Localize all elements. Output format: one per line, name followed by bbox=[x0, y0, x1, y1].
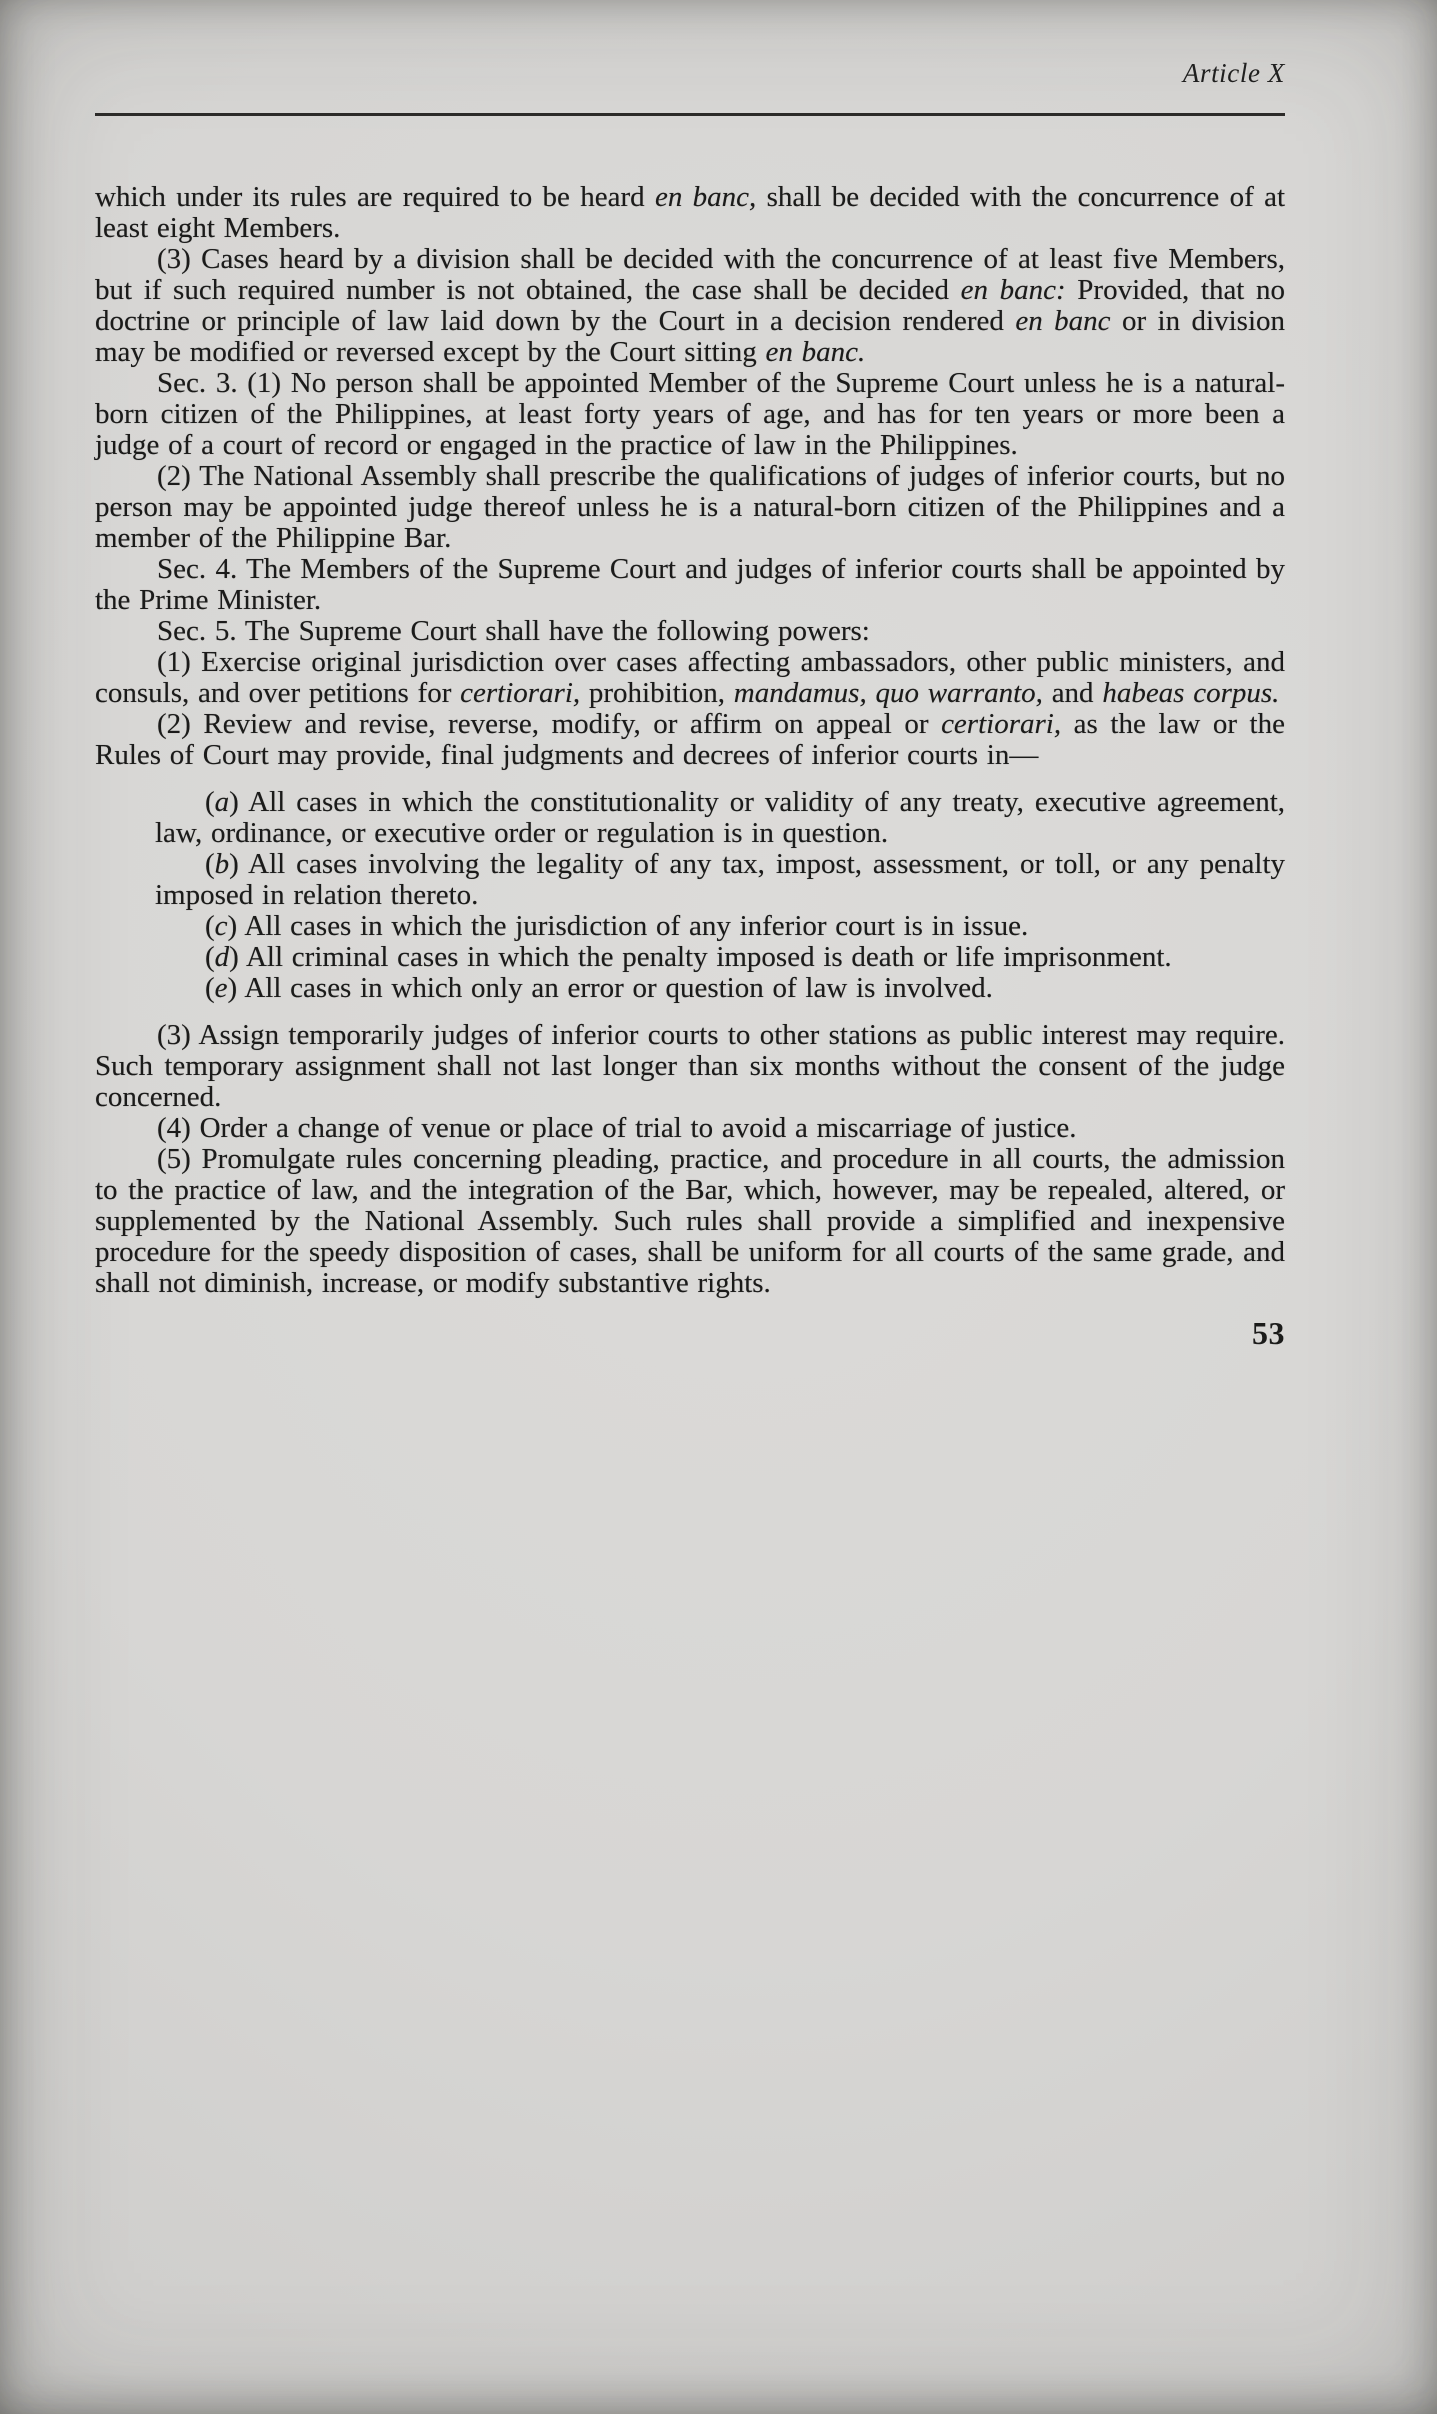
body-text bbox=[95, 182, 1285, 1299]
italic-text: en banc. bbox=[765, 336, 866, 368]
italic-text: en banc bbox=[1015, 305, 1111, 337]
text: Sec. 5. The Supreme Court shall have the following powers: bbox=[157, 615, 870, 647]
text: or in division may be modified or reversed except by the Court sitting bbox=[95, 305, 1285, 368]
italic-text: habeas corpus. bbox=[1102, 677, 1280, 709]
text: shall be decided with the concurrence of at least eight Members. bbox=[95, 181, 1285, 244]
text: ) All cases in which only an error or question of law is involved. bbox=[227, 972, 993, 1004]
paragraph bbox=[95, 709, 1285, 771]
text: (4) Order a change of venue or place of trial to avoid a miscarriage of justice. bbox=[157, 1112, 1077, 1144]
text: ( bbox=[205, 848, 215, 880]
paragraph bbox=[95, 461, 1285, 554]
header-rule bbox=[95, 113, 1285, 116]
paragraph bbox=[155, 911, 1285, 942]
paragraph bbox=[95, 1113, 1285, 1144]
paragraph bbox=[95, 616, 1285, 647]
italic-text: mandamus, quo warranto, bbox=[733, 677, 1043, 709]
paragraph bbox=[95, 554, 1285, 616]
paragraph bbox=[95, 647, 1285, 709]
text: (3) Cases heard by a division shall be decided with the concurrence of at least five Members, but if such required number is not obtained, the case shall be decided bbox=[95, 243, 1285, 306]
text: ) All cases involving the legality of any tax, impost, assessment, or toll, or any penalty imposed in relation thereto. bbox=[155, 848, 1285, 911]
paragraph bbox=[155, 942, 1285, 973]
text: ( bbox=[205, 786, 215, 818]
text: (2) The National Assembly shall prescribe the qualifications of judges of inferior courts, but no person may be appointed judge thereof unless he is a natural-born citizen of the Philippines and a member of the Philippine Bar. bbox=[95, 460, 1285, 554]
text: (3) Assign temporarily judges of inferior courts to other stations as public interest may require. Such temporary assignment shall not last longer than six months without the consent of the judge concerned. bbox=[95, 1019, 1285, 1113]
italic-text: b bbox=[214, 848, 230, 880]
text: (5) Promulgate rules concerning pleading, practice, and procedure in all courts, the admission to the practice of law, and the integration of the Bar, which, however, may be repealed, altered, or supplemented by the National Assembly. Such rules shall provide a simplified and inexpensive procedure for the speedy disposition of cases, shall be uniform for all courts of the same grade, and shall not diminish, increase, or modify substantive rights. bbox=[95, 1143, 1285, 1299]
italic-text: e bbox=[214, 972, 228, 1004]
italic-text: a bbox=[214, 786, 230, 818]
paragraph bbox=[155, 849, 1285, 911]
paragraph bbox=[95, 1020, 1285, 1113]
text: prohibition, bbox=[580, 677, 734, 709]
running-header: Article X bbox=[1182, 58, 1285, 88]
paragraph bbox=[95, 244, 1285, 368]
italic-text: en banc: bbox=[960, 274, 1066, 306]
paragraph bbox=[95, 368, 1285, 461]
italic-text: en banc, bbox=[654, 181, 757, 213]
text: ( bbox=[205, 941, 215, 973]
paragraph bbox=[95, 182, 1285, 244]
paragraph bbox=[95, 1144, 1285, 1299]
page-number: 53 bbox=[1252, 1315, 1285, 1351]
italic-text: c bbox=[214, 910, 228, 942]
paragraph bbox=[155, 787, 1285, 849]
paragraph bbox=[155, 973, 1285, 1004]
text: Provided, that no doctrine or principle of law laid down by the Court in a decision rendered bbox=[95, 274, 1286, 337]
text: ) All criminal cases in which the penalty imposed is death or life imprisonment. bbox=[229, 941, 1172, 973]
italic-text: d bbox=[214, 941, 230, 973]
text: ( bbox=[205, 972, 215, 1004]
text: (1) Exercise original jurisdiction over cases affecting ambassadors, other public ministers, and consuls, and over petitions for bbox=[95, 646, 1285, 709]
text: ( bbox=[205, 910, 215, 942]
text: Sec. 4. The Members of the Supreme Court and judges of inferior courts shall be appointed by the Prime Minister. bbox=[95, 553, 1285, 616]
text: which under its rules are required to be heard bbox=[95, 181, 655, 213]
text: as the law or the Rules of Court may provide, final judgments and decrees of inferior courts in— bbox=[95, 708, 1285, 771]
italic-text: certiorari, bbox=[941, 708, 1062, 740]
italic-text: certiorari, bbox=[460, 677, 581, 709]
text: Sec. 3. (1) No person shall be appointed Member of the Supreme Court unless he is a natural-born citizen of the Philippines, at least forty years of age, and has for ten years or more been a judge of a court of record or engaged in the practice of law in the Philippines. bbox=[95, 367, 1285, 461]
text: and bbox=[1042, 677, 1103, 709]
text: ) All cases in which the jurisdiction of any inferior court is in issue. bbox=[227, 910, 1029, 942]
text: (2) Review and revise, reverse, modify, or affirm on appeal or bbox=[157, 708, 942, 740]
text: ) All cases in which the constitutionality or validity of any treaty, executive agreement, law, ordinance, or executive order or regulation is in question. bbox=[155, 786, 1285, 849]
